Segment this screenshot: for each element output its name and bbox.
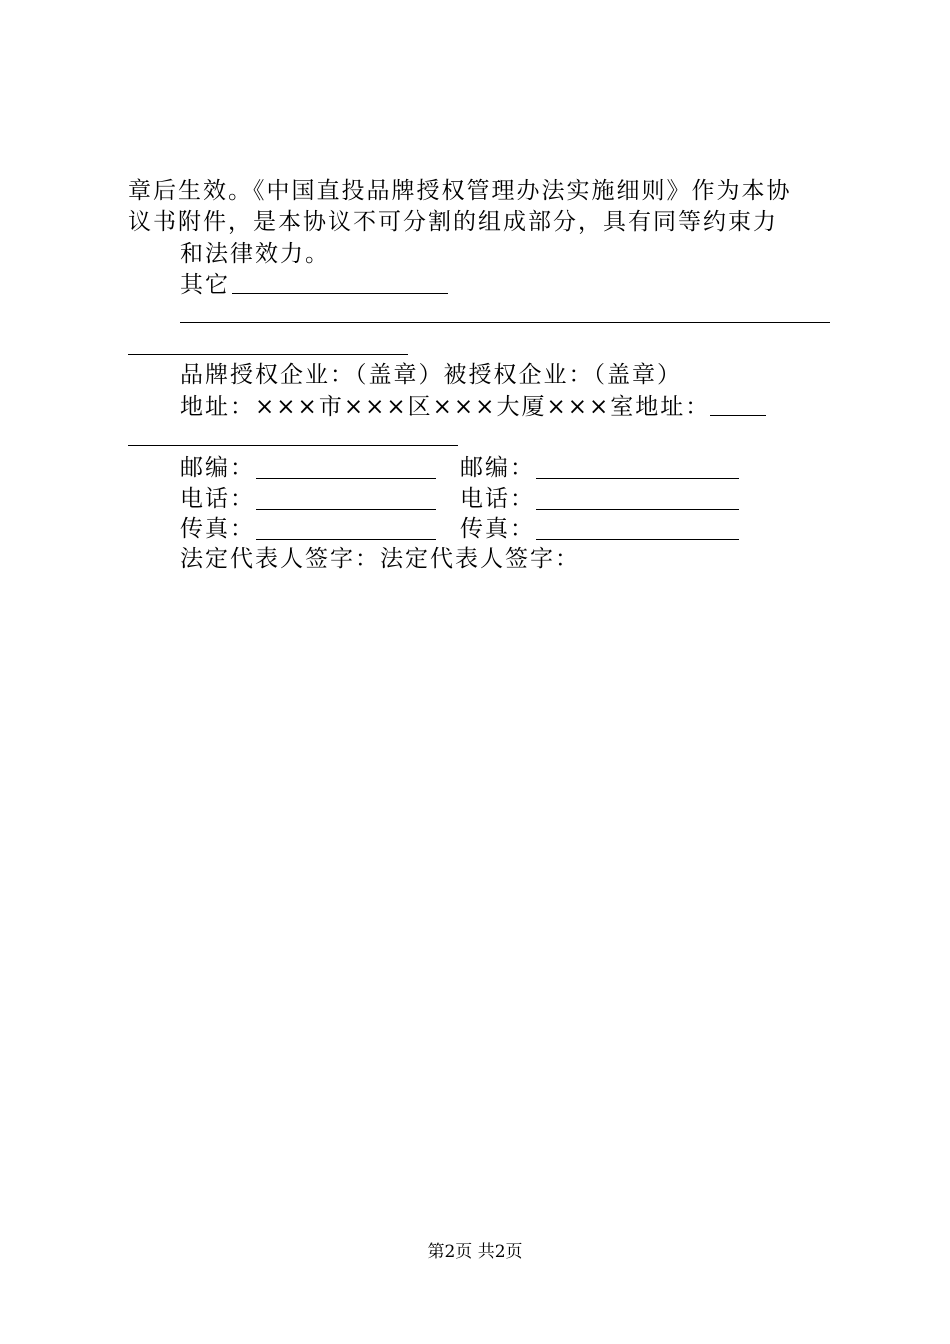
other-blank bbox=[232, 271, 448, 294]
phone-blank-left bbox=[256, 509, 436, 510]
paragraph-line-1: 章后生效。《中国直投品牌授权管理办法实施细则》作为本协 bbox=[128, 178, 792, 204]
paragraph-line-3: 和法律效力。 bbox=[180, 241, 330, 267]
postcode-blank-left bbox=[256, 478, 436, 479]
fax-label-left: 传真： bbox=[180, 516, 255, 542]
other-field bbox=[180, 270, 448, 300]
address-blank bbox=[710, 393, 766, 416]
fax-blank-left bbox=[256, 539, 436, 540]
paragraph-line-2: 议书附件，是本协议不可分割的组成部分，具有同等约束力 bbox=[128, 209, 778, 235]
phone-label-right: 电话： bbox=[460, 486, 535, 512]
other-label: 其它 bbox=[180, 272, 230, 298]
fax-blank-right bbox=[536, 539, 739, 540]
address-blank-continued bbox=[128, 445, 458, 446]
phone-label-left: 电话： bbox=[180, 486, 255, 512]
fax-label-right: 传真： bbox=[460, 516, 535, 542]
blank-line-1 bbox=[180, 322, 830, 323]
seal-line: 品牌授权企业：（盖章）被授权企业：（盖章） bbox=[180, 362, 682, 388]
postcode-label-left: 邮编： bbox=[180, 455, 255, 481]
blank-line-2 bbox=[128, 354, 408, 355]
postcode-blank-right bbox=[536, 478, 739, 479]
address-line bbox=[180, 392, 766, 422]
address-text: 地址：×××市×××区×××大厦×××室地址： bbox=[180, 394, 711, 420]
phone-blank-right bbox=[536, 509, 739, 510]
signature-line: 法定代表人签字：法定代表人签字： bbox=[180, 546, 580, 572]
postcode-label-right: 邮编： bbox=[460, 455, 535, 481]
page-footer: 第2页 共2页 bbox=[427, 1242, 523, 1262]
